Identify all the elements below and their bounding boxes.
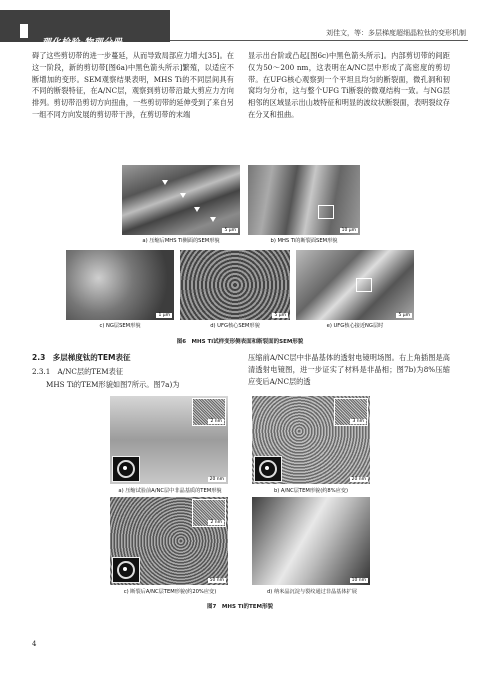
fig6c-image <box>66 250 174 320</box>
journal-logo <box>0 10 170 48</box>
fig6c-caption: c) NG层SEM形貌 <box>99 323 141 329</box>
arrow-marker <box>162 180 168 185</box>
hrtem-inset <box>192 398 226 426</box>
fig7c-caption: c) 断裂后A/NC层TEM形貌(约20%应变) <box>123 589 217 595</box>
scale-bar: 1 μm <box>158 313 170 318</box>
inset-scale-bar: 3 nm <box>352 419 364 424</box>
arrow-marker <box>210 217 216 222</box>
logo-mark <box>20 24 28 38</box>
fig7-title: 图7 MHS Ti的TEM形貌 <box>207 604 273 610</box>
scale-bar: 10 μm <box>341 228 356 233</box>
saed-pattern <box>112 557 140 583</box>
scale-bar: 50 nm <box>209 578 224 583</box>
zoom-box <box>356 278 372 292</box>
page-number: 4 <box>32 640 37 648</box>
fig6d-caption: d) UFG核心SEM形貌 <box>210 323 260 329</box>
arrow-marker <box>180 193 186 198</box>
body-text-col1-top: 碍了这些剪切带的进一步蔓延，从而导致局部应力增大[35]。在这一阶段，新的剪切带[图6a)中黑色箭头所示]繁殖，以适应不断增加的变形。SEM观察结果表明，MHS Ti的不同层间具有不同的断裂特征，在A/NC层，观察到剪切带沿最大剪应力方向排列。剪切带沿剪切方向扭曲，一些剪切带的延伸受到了来自另一组不同方向发展的剪切带干涉，在剪切带的末端 <box>32 51 234 119</box>
inset-scale-bar: 2 nm <box>210 520 222 525</box>
logo-text: 理化检验-物理分册 <box>42 38 123 48</box>
hrtem-inset <box>192 499 226 527</box>
fig7b-caption: b) A/NC层TEM形貌(约8%应变) <box>273 488 349 494</box>
zoom-box <box>318 205 334 219</box>
scale-bar: 10 nm <box>351 578 366 583</box>
section-heading: 2.3 多层梯度钛的TEM表征 <box>32 353 131 362</box>
inset-scale-bar: 2 nm <box>210 419 222 424</box>
fig6a-caption: a) 压缩后MHS Ti侧面的SEM形貌 <box>142 238 220 244</box>
scale-bar: 5 μm <box>224 228 236 233</box>
fig7a-image <box>110 396 228 484</box>
saed-pattern <box>112 456 140 482</box>
diffraction-spot <box>123 567 127 571</box>
fig6d-image <box>180 250 290 320</box>
header-rule <box>170 40 468 41</box>
fig6b-caption: b) MHS Ti的断裂面SEM形貌 <box>270 238 338 244</box>
running-head: 刘佳文，等：多层梯度超细晶粒钛的变形机制 <box>326 29 466 37</box>
body-text-col2-top: 显示出台阶或凸起[图6c)中黑色箭头所示]。内部剪切带的间距仅为50～200 nm，这表明在A/NC层中形成了高密度的剪切带。在UFG核心观察到一个平坦且均匀的断裂面，微孔洞和韧窝均匀分布，这与整个UFG Ti断裂的微观结构一致。与NG层相邻的区域显示出山坡特征和明显的波纹状断裂面，表明裂纹存在分叉和扭曲。 <box>248 51 450 119</box>
hrtem-inset <box>334 398 368 426</box>
fig7d-caption: d) 纳米晶沉淀与裂纹通过非晶基体扩展 <box>267 589 357 595</box>
saed-pattern <box>254 456 282 482</box>
fig6e-image <box>296 250 414 320</box>
body-text-col2-sec: 压缩前A/NC层中非晶基体的透射电镜明场图。右上角插图是高清透射电镜图，进一步证实了材料是非晶相；图7b)为8%压缩应变后A/NC层的透 <box>248 353 450 386</box>
fig6e-caption: e) UFG核心接近NG层时 <box>326 323 384 329</box>
diffraction-spot <box>265 466 269 470</box>
subsection-heading: 2.3.1 A/NC层的TEM表征 <box>32 367 124 376</box>
fig6-title: 图6 MHS Ti试样变形侧表面和断裂面的SEM形貌 <box>176 339 304 345</box>
fig7d-image <box>252 497 370 585</box>
arrow-marker <box>194 207 200 212</box>
fig7a-caption: a) 压缩试验前A/NC层中非晶基质的TEM形貌 <box>118 488 222 494</box>
page-header <box>0 0 480 46</box>
fig7b-image <box>252 396 370 484</box>
fig6b-image <box>248 165 360 235</box>
body-text-col1-sec: MHS Ti的TEM形貌如图7所示。图7a)为 <box>46 380 180 389</box>
scale-bar: 5 μm <box>398 313 410 318</box>
scale-bar: 5 μm <box>274 313 286 318</box>
fig7c-image <box>110 497 228 585</box>
diffraction-spot <box>123 466 127 470</box>
fig6a-image <box>122 165 240 235</box>
scale-bar: 20 nm <box>209 477 224 482</box>
scale-bar: 20 nm <box>351 477 366 482</box>
